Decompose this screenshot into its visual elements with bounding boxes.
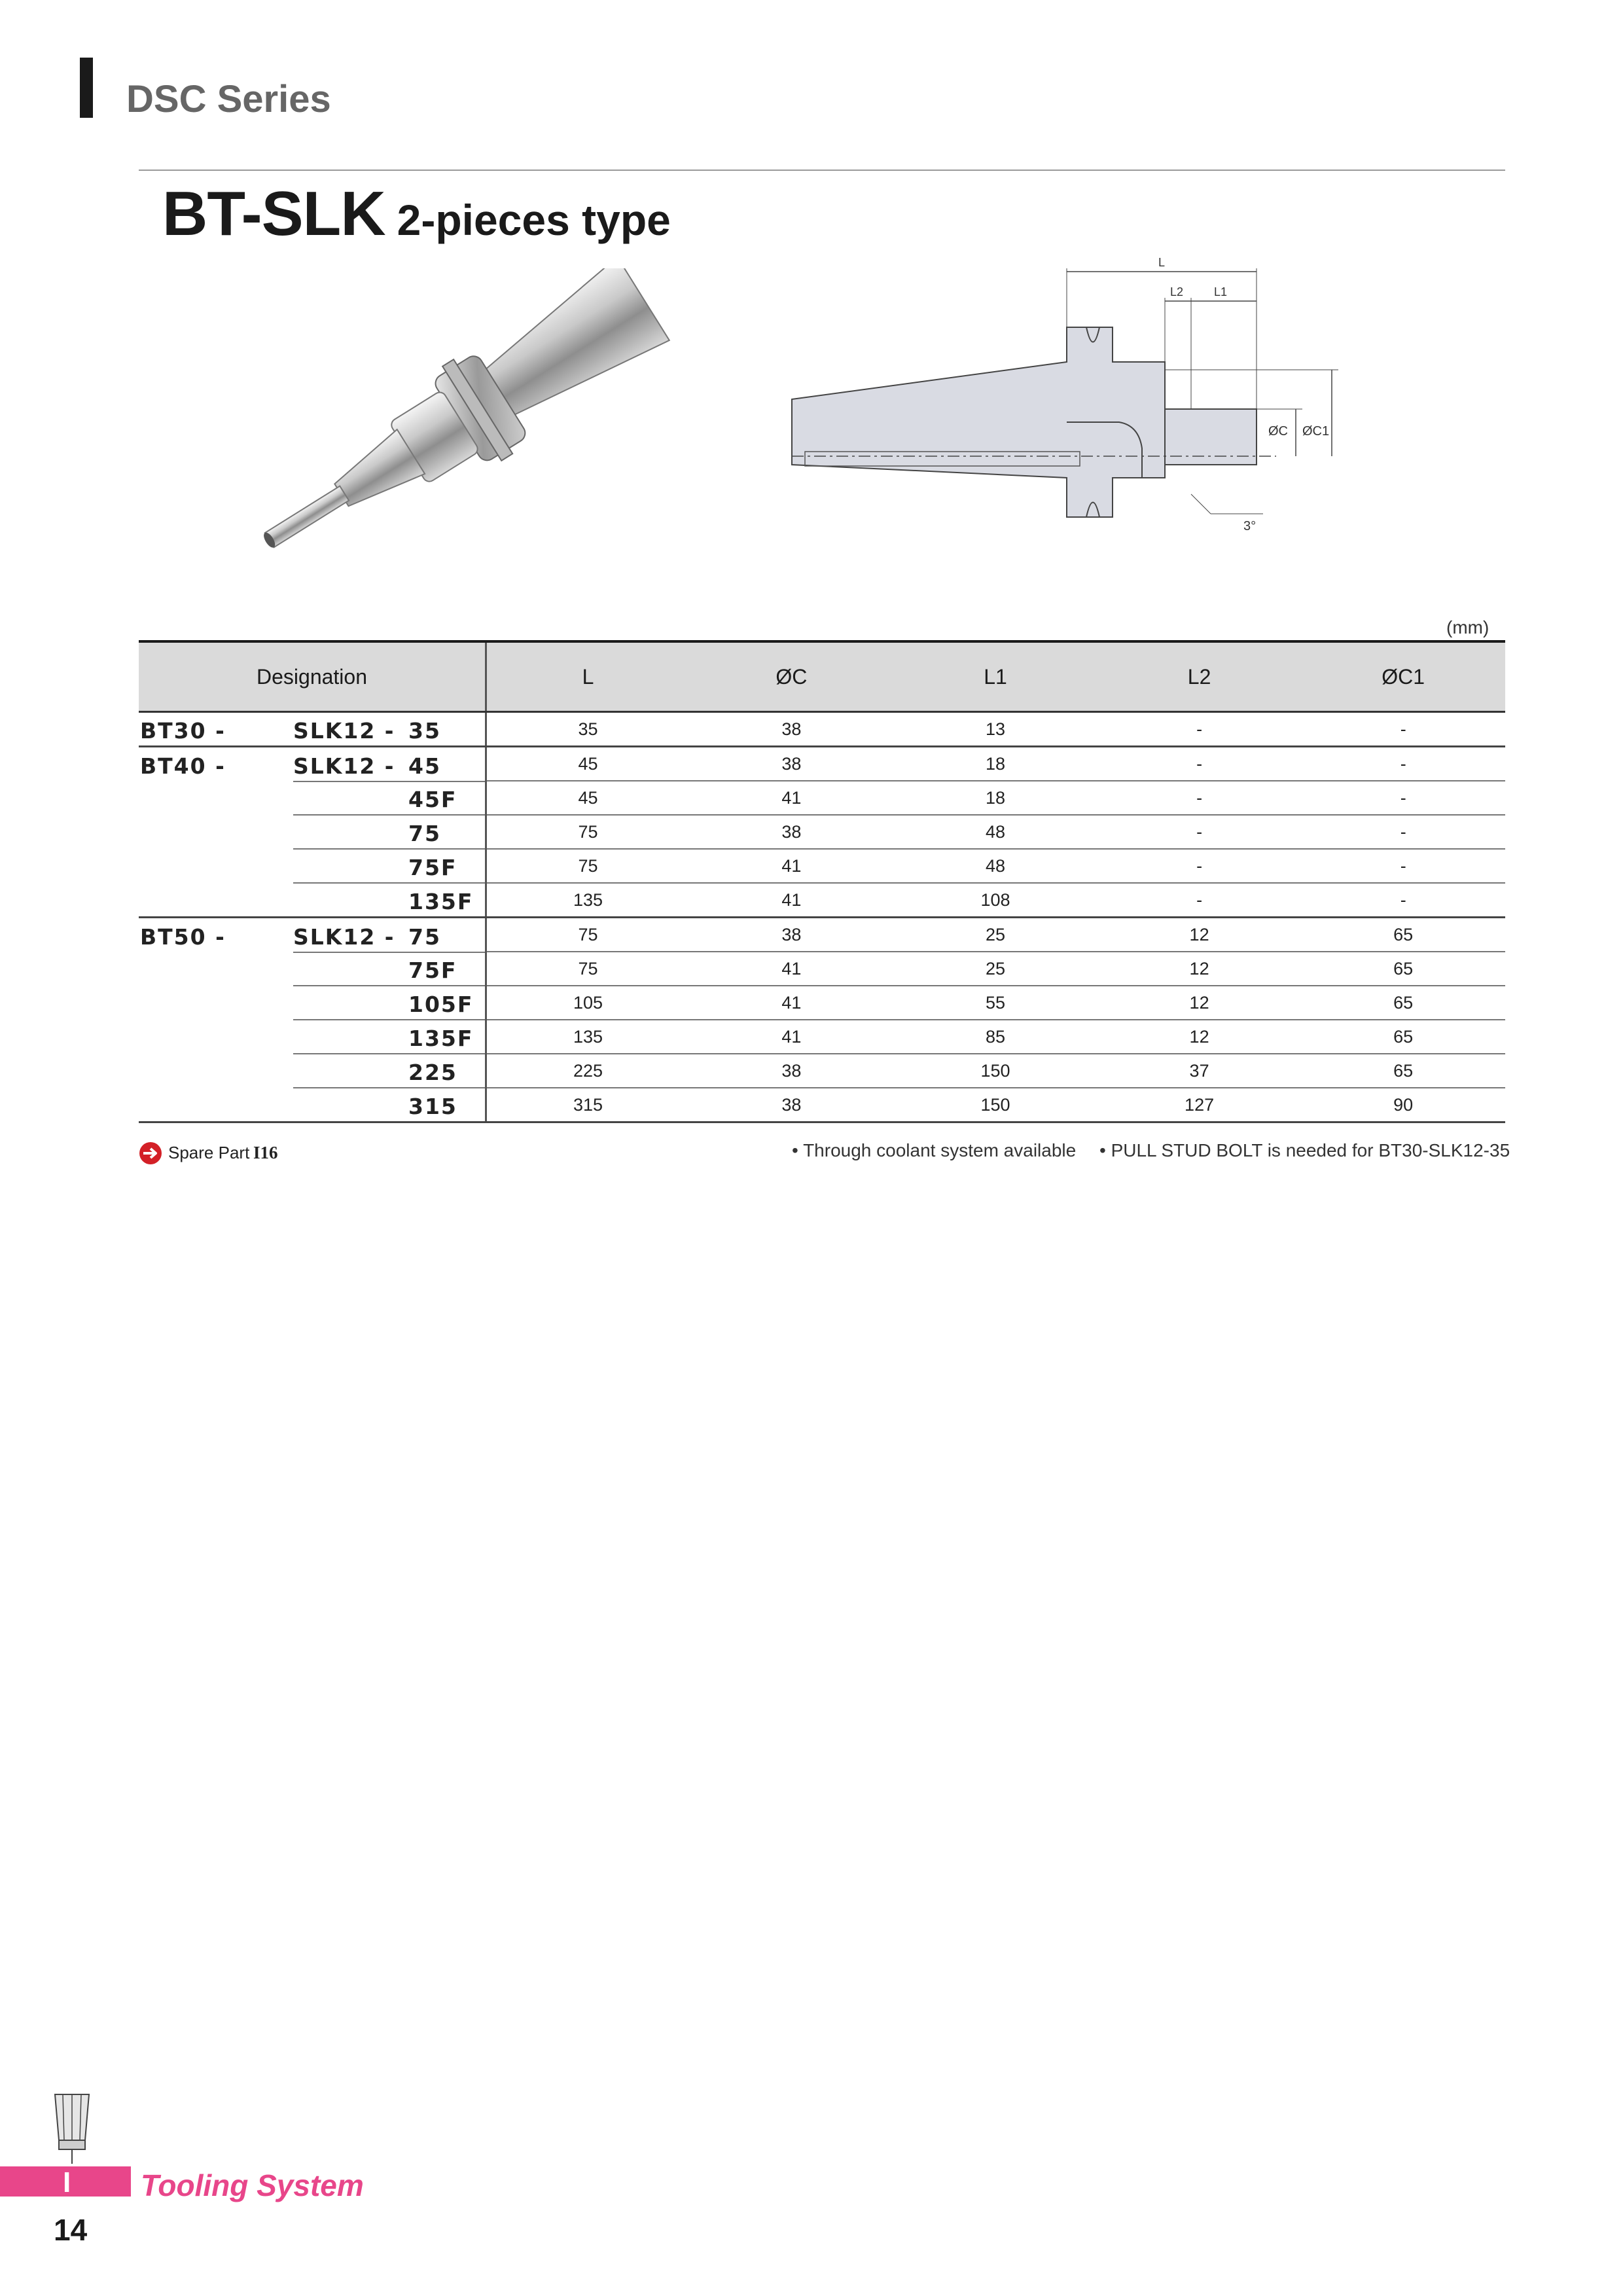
- collet-icon: [47, 2088, 97, 2164]
- cell-C1: -: [1301, 712, 1505, 747]
- cell-C: 38: [690, 815, 894, 849]
- page-number: 14: [54, 2213, 88, 2247]
- series-marker-bar: [80, 58, 93, 118]
- product-title-block: [162, 178, 671, 250]
- section-title: Tooling System: [141, 2168, 364, 2202]
- table-header-row: [139, 641, 1505, 712]
- cell-L1: 25: [893, 952, 1097, 986]
- designation-cell: [139, 1088, 486, 1122]
- cell-L2: 37: [1097, 1054, 1302, 1088]
- header-L1: L1: [893, 641, 1097, 712]
- designation-part-p3: 135F: [408, 888, 474, 914]
- cell-C: 41: [690, 1020, 894, 1054]
- cell-L1: 25: [893, 918, 1097, 952]
- designation-part-p1: BT40 -: [140, 753, 226, 779]
- cell-C: 41: [690, 986, 894, 1020]
- table-row: [139, 1054, 1505, 1088]
- cell-L1: 150: [893, 1088, 1097, 1122]
- cell-C1: -: [1301, 883, 1505, 918]
- dim-L-label: L: [1158, 256, 1166, 269]
- cell-L2: 12: [1097, 952, 1302, 986]
- header-C1: ØC1: [1301, 641, 1505, 712]
- designation-cell: [139, 849, 486, 883]
- cell-L1: 55: [893, 986, 1097, 1020]
- table-row: [139, 849, 1505, 883]
- header-designation: Designation: [139, 641, 486, 712]
- cell-C1: -: [1301, 747, 1505, 781]
- designation-part-p3: 75F: [408, 958, 457, 983]
- cell-C1: 90: [1301, 1088, 1505, 1122]
- designation-cell: [139, 781, 486, 815]
- cell-C1: 65: [1301, 986, 1505, 1020]
- designation-part-p3: 45F: [408, 787, 457, 812]
- header-divider: [139, 170, 1505, 171]
- designation-cell: [139, 952, 486, 986]
- product-subtitle: 2-pieces type: [397, 196, 671, 244]
- cell-L2: -: [1097, 849, 1302, 883]
- product-title: BT-SLK: [162, 179, 385, 249]
- dim-C-label: ØC: [1268, 424, 1288, 439]
- designation-part-p3: 75: [408, 924, 441, 950]
- designation-part-p3: 35: [408, 718, 441, 744]
- header-C: ØC: [690, 641, 894, 712]
- spare-part-arrow-icon: [139, 1141, 162, 1165]
- cell-L1: 48: [893, 815, 1097, 849]
- designation-part-p3: 75: [408, 821, 441, 846]
- cell-L1: 108: [893, 883, 1097, 918]
- designation-part-p3: 45: [408, 753, 441, 779]
- cell-L1: 13: [893, 712, 1097, 747]
- table-row: [139, 883, 1505, 918]
- cell-C1: 65: [1301, 1054, 1505, 1088]
- spare-part-label: Spare Part: [168, 1143, 250, 1162]
- cell-L: 75: [486, 952, 690, 986]
- cell-C: 41: [690, 952, 894, 986]
- designation-part-p1: BT50 -: [140, 924, 226, 950]
- note-coolant: • Through coolant system available: [792, 1140, 1077, 1160]
- table-row: [139, 781, 1505, 815]
- cell-L1: 85: [893, 1020, 1097, 1054]
- table-row: [139, 815, 1505, 849]
- designation-part-p1: BT30 -: [140, 718, 226, 744]
- cell-L2: 12: [1097, 986, 1302, 1020]
- header-L: L: [486, 641, 690, 712]
- cell-L1: 18: [893, 747, 1097, 781]
- cell-L2: -: [1097, 883, 1302, 918]
- cell-L1: 18: [893, 781, 1097, 815]
- cell-C: 38: [690, 712, 894, 747]
- table-row: [139, 1088, 1505, 1122]
- cell-L2: -: [1097, 815, 1302, 849]
- cell-C: 41: [690, 849, 894, 883]
- cell-L1: 150: [893, 1054, 1097, 1088]
- designation-part-p3: 105F: [408, 992, 474, 1017]
- cell-C: 41: [690, 781, 894, 815]
- cell-L: 45: [486, 781, 690, 815]
- cell-C1: 65: [1301, 918, 1505, 952]
- designation-cell: [139, 1054, 486, 1088]
- unit-label: (mm): [1446, 617, 1489, 637]
- designation-part-p2: SLK12 -: [293, 718, 395, 744]
- table-row: [139, 712, 1505, 747]
- cell-C: 38: [690, 918, 894, 952]
- cell-L2: -: [1097, 747, 1302, 781]
- designation-cell: [139, 986, 486, 1020]
- cell-L: 135: [486, 883, 690, 918]
- cell-L: 45: [486, 747, 690, 781]
- table-row: [139, 747, 1505, 781]
- cell-L: 75: [486, 815, 690, 849]
- cell-L: 75: [486, 918, 690, 952]
- designation-cell: [139, 815, 486, 849]
- designation-cell: [139, 883, 486, 918]
- designation-cell: [139, 747, 486, 781]
- dim-L2-label: L2: [1170, 285, 1184, 298]
- cell-L: 225: [486, 1054, 690, 1088]
- cell-L2: 12: [1097, 1020, 1302, 1054]
- series-title: DSC Series: [126, 78, 331, 120]
- cell-L1: 48: [893, 849, 1097, 883]
- product-photo: [223, 268, 694, 576]
- cell-L2: 127: [1097, 1088, 1302, 1122]
- dim-L1-label: L1: [1214, 285, 1228, 298]
- designation-part-p3: 315: [408, 1093, 457, 1119]
- cell-L2: -: [1097, 712, 1302, 747]
- cell-L: 75: [486, 849, 690, 883]
- designation-part-p2: SLK12 -: [293, 753, 395, 779]
- cell-L: 105: [486, 986, 690, 1020]
- table-row: [139, 986, 1505, 1020]
- cell-C: 38: [690, 747, 894, 781]
- note-pull-stud: • PULL STUD BOLT is needed for BT30-SLK12-35: [1099, 1140, 1510, 1160]
- cell-C: 38: [690, 1088, 894, 1122]
- cell-C1: -: [1301, 815, 1505, 849]
- cell-L: 135: [486, 1020, 690, 1054]
- designation-cell: [139, 712, 486, 747]
- cell-C1: -: [1301, 781, 1505, 815]
- table-row: [139, 1020, 1505, 1054]
- cell-L2: -: [1097, 781, 1302, 815]
- cell-L: 35: [486, 712, 690, 747]
- header-L2: L2: [1097, 641, 1302, 712]
- designation-part-p3: 75F: [408, 855, 457, 880]
- cell-L: 315: [486, 1088, 690, 1122]
- spare-part-ref[interactable]: I16: [253, 1143, 278, 1162]
- technical-drawing: [779, 252, 1361, 605]
- cell-C1: 65: [1301, 1020, 1505, 1054]
- designation-part-p3: 225: [408, 1060, 457, 1085]
- cell-C: 41: [690, 883, 894, 918]
- cell-C: 38: [690, 1054, 894, 1088]
- dim-C1-label: ØC1: [1302, 424, 1330, 439]
- table-row: [139, 918, 1505, 952]
- table-row: [139, 952, 1505, 986]
- designation-part-p3: 135F: [408, 1026, 474, 1051]
- designation-part-p2: SLK12 -: [293, 924, 395, 950]
- spec-table: [139, 640, 1505, 1123]
- cell-C1: -: [1301, 849, 1505, 883]
- cell-C1: 65: [1301, 952, 1505, 986]
- designation-cell: [139, 1020, 486, 1054]
- section-letter: I: [63, 2166, 71, 2198]
- cell-L2: 12: [1097, 918, 1302, 952]
- angle-label: 3°: [1243, 519, 1257, 533]
- designation-cell: [139, 918, 486, 952]
